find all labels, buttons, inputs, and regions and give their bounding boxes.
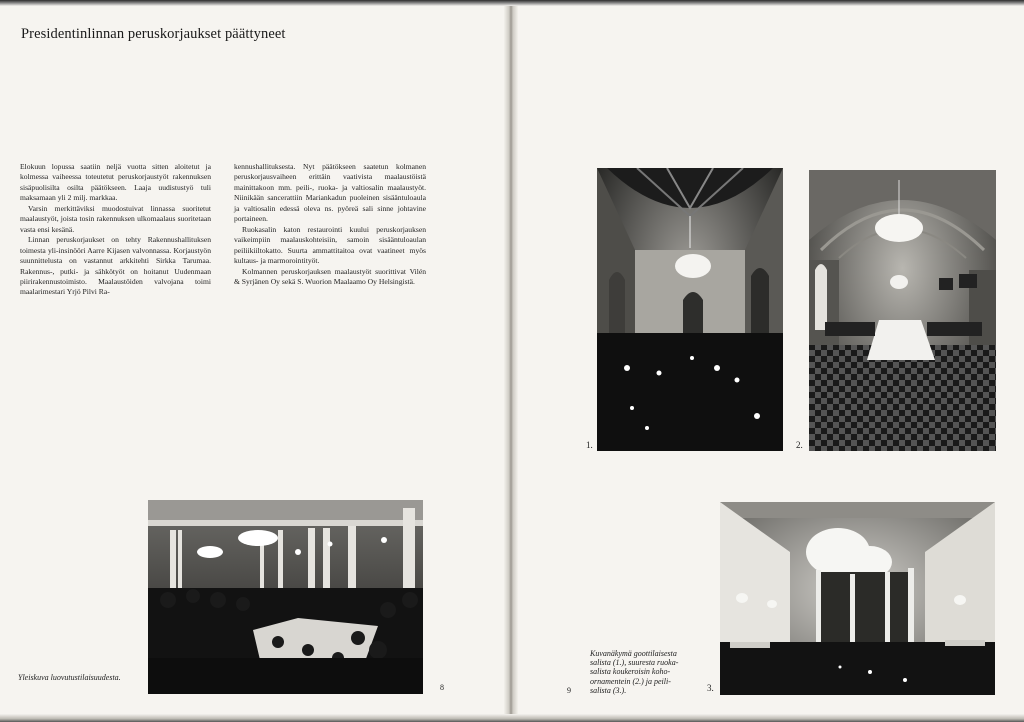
- paragraph: Ruokasalin katon restaurointi kuului peruskorjauksen vaikeimpiin maalauskohteisiin, samoin sisääntuloaulan peiliikiiltokatto. Suurta ammattitaitoa ovat vaatineet myös kultaus- ja marmorointityöt.: [234, 224, 426, 266]
- photo-label-3: 3.: [707, 683, 714, 693]
- paragraph: Varsin merkittäviksi muodostuivat linnassa suoritetut maalaustyöt, joista tosin rakennuksen ulkomaalaus suoritetaan vasta ensi kesänä.: [20, 203, 211, 234]
- caption-line: salista koukeroisin koho-: [590, 667, 671, 677]
- paragraph: Linnan peruskorjaukset on tehty Rakennushallituksen toimesta yli-insinööri Aarre Kijasen valvonnassa. Korjaustyön suunnittelusta on vastannut arkkitehti Sirkka Tarumaa. Rakennus-, putki- ja sähkötyöt on hoitanut Uudenmaan piirirakennustoimisto. Maalaustöiden valvojana toimi maalarimestari Yrjö Pilvi Ra-: [20, 235, 211, 297]
- photo-label-1: 1.: [586, 440, 593, 450]
- gothic-hall-photo: [597, 168, 783, 451]
- text-column-2: [234, 162, 426, 287]
- caption-line: Kuvanäkymä goottilaisesta: [590, 649, 677, 658]
- reception-photo: [148, 500, 423, 694]
- photo-label-2: 2.: [796, 440, 803, 450]
- paragraph: Elokuun lopussa saatiin neljä vuotta sitten aloitetut ja kolmessa vaiheessa toteutetut peruskorjaustyöt rakennuksen sisäpuolisilta osilta päätökseen. Laaja uudistustyö tuli maksamaan yli 2 milj. markkaa.: [20, 162, 211, 203]
- caption-line: ornamentein (2.) ja peili-: [590, 676, 671, 686]
- caption-line: salista (1.), suuresta ruoka-: [590, 658, 679, 668]
- page-number-left: 8: [440, 683, 444, 692]
- page-number-right: 9: [567, 686, 571, 695]
- left-photo-caption: Yleiskuva luovutustilaisuudesta.: [18, 673, 121, 682]
- dining-hall-photo: [809, 170, 996, 451]
- mirror-hall-photo: [720, 502, 995, 695]
- paragraph: kennushallituksesta. Nyt päätökseen saatetun kolmanen peruskorjausvaiheen erittäin vaativista maalaustöistä mainittakoon mm. peili-, ruoka- ja valtiosalin maalaustyöt. Niinikään sancerattiin Mariankadun puoleinen sisääntuloaula ja valtiosalin edessä oleva ns. pyöreä sali sinne johtavine portaineen.: [234, 162, 426, 224]
- page-top-edge: [0, 0, 1024, 6]
- paragraph: Kolmannen peruskorjauksen maalaustyöt suorittivat Vilén & Syrjänen Oy sekä S. Wuorion Maalaamo Oy Helsingistä.: [234, 266, 426, 286]
- caption-line: salista (3.).: [590, 685, 627, 695]
- book-gutter: [504, 0, 518, 722]
- right-photo-caption: [590, 649, 708, 695]
- text-column-1: [20, 162, 211, 298]
- page-bottom-edge: [0, 714, 1024, 722]
- article-title: Presidentinlinnan peruskorjaukset päättyneet: [21, 26, 286, 42]
